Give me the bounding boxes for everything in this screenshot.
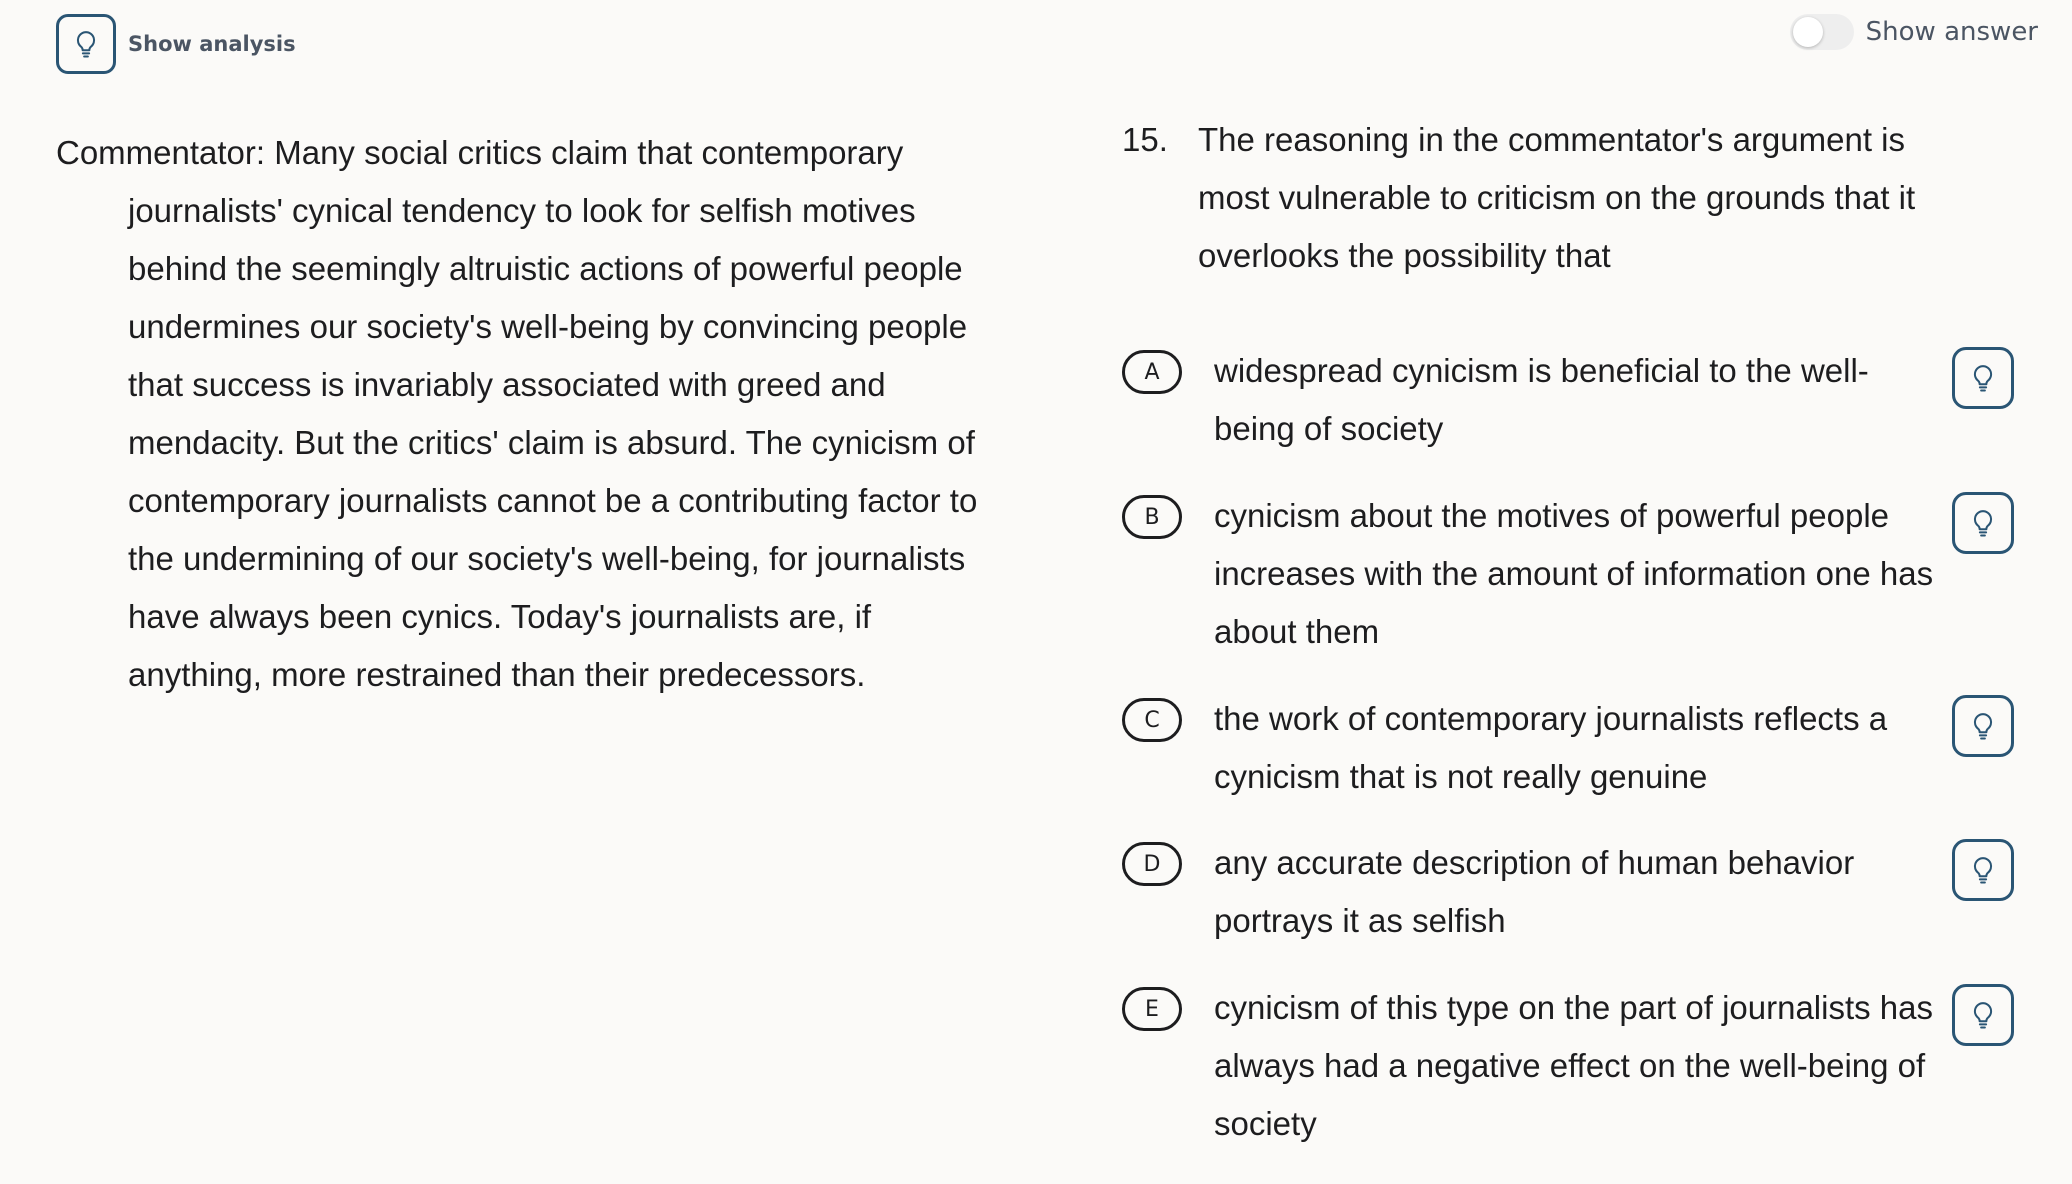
choice-hint-button-d[interactable] bbox=[1952, 839, 2014, 901]
choice-text-d[interactable]: any accurate description of human behavior portrays it as selfish bbox=[1214, 844, 1855, 939]
choice-text-c[interactable]: the work of contemporary journalists reflects a cynicism that is not really genuine bbox=[1214, 700, 1888, 795]
choice-letter-a[interactable]: A bbox=[1122, 350, 1182, 394]
choice-letter-d[interactable]: D bbox=[1122, 842, 1182, 886]
choice-text-b[interactable]: cynicism about the motives of powerful people increases with the amount of information one has about them bbox=[1214, 497, 1934, 650]
lightbulb-icon bbox=[71, 29, 101, 59]
choice-hint-button-a[interactable] bbox=[1952, 347, 2014, 409]
switch-knob bbox=[1793, 17, 1823, 47]
choice-letter-b[interactable]: B bbox=[1122, 495, 1182, 539]
question-stem: The reasoning in the commentator's argument is most vulnerable to criticism on the grounds that it overlooks the possibility that bbox=[1198, 121, 1916, 274]
choice-letter-c[interactable]: C bbox=[1122, 698, 1182, 742]
passage-text: Commentator: Many social critics claim that contemporary journalists' cynical tendency to look for selfish motives behind the seemingly altruistic actions of powerful people undermines our society's well-being by convincing people that success is invariably associated with greed and mendacity. But the critics' claim is absurd. The cynicism of contemporary journalists cannot be a contributing factor to the undermining of our society's well-being, for journalists have always been cynics. Today's journalists are, if anything, more restrained than their predecessors. bbox=[56, 134, 978, 693]
question-number: 15. bbox=[1122, 121, 1168, 158]
show-answer-label[interactable]: Show answer bbox=[1865, 17, 2038, 47]
show-analysis-toggle[interactable] bbox=[56, 14, 296, 74]
show-analysis-button[interactable] bbox=[56, 14, 116, 74]
choice-text-a[interactable]: widespread cynicism is beneficial to the well-being of society bbox=[1214, 352, 1869, 447]
lightbulb-icon bbox=[1968, 855, 1998, 885]
lightbulb-icon bbox=[1968, 508, 1998, 538]
show-analysis-label[interactable]: Show analysis bbox=[128, 32, 296, 56]
choice-hint-button-e[interactable] bbox=[1952, 984, 2014, 1046]
show-answer-switch[interactable] bbox=[1790, 14, 1854, 50]
choice-text-e[interactable]: cynicism of this type on the part of journalists has always had a negative effect on the well-being of society bbox=[1214, 989, 1934, 1142]
show-answer-toggle[interactable] bbox=[1790, 14, 2038, 50]
lightbulb-icon bbox=[1968, 363, 1998, 393]
choice-hint-button-c[interactable] bbox=[1952, 695, 2014, 757]
question bbox=[1122, 111, 1972, 285]
lightbulb-icon bbox=[1968, 1000, 1998, 1030]
choice-hint-button-b[interactable] bbox=[1952, 492, 2014, 554]
choice-letter-e[interactable]: E bbox=[1122, 987, 1182, 1031]
lightbulb-icon bbox=[1968, 711, 1998, 741]
